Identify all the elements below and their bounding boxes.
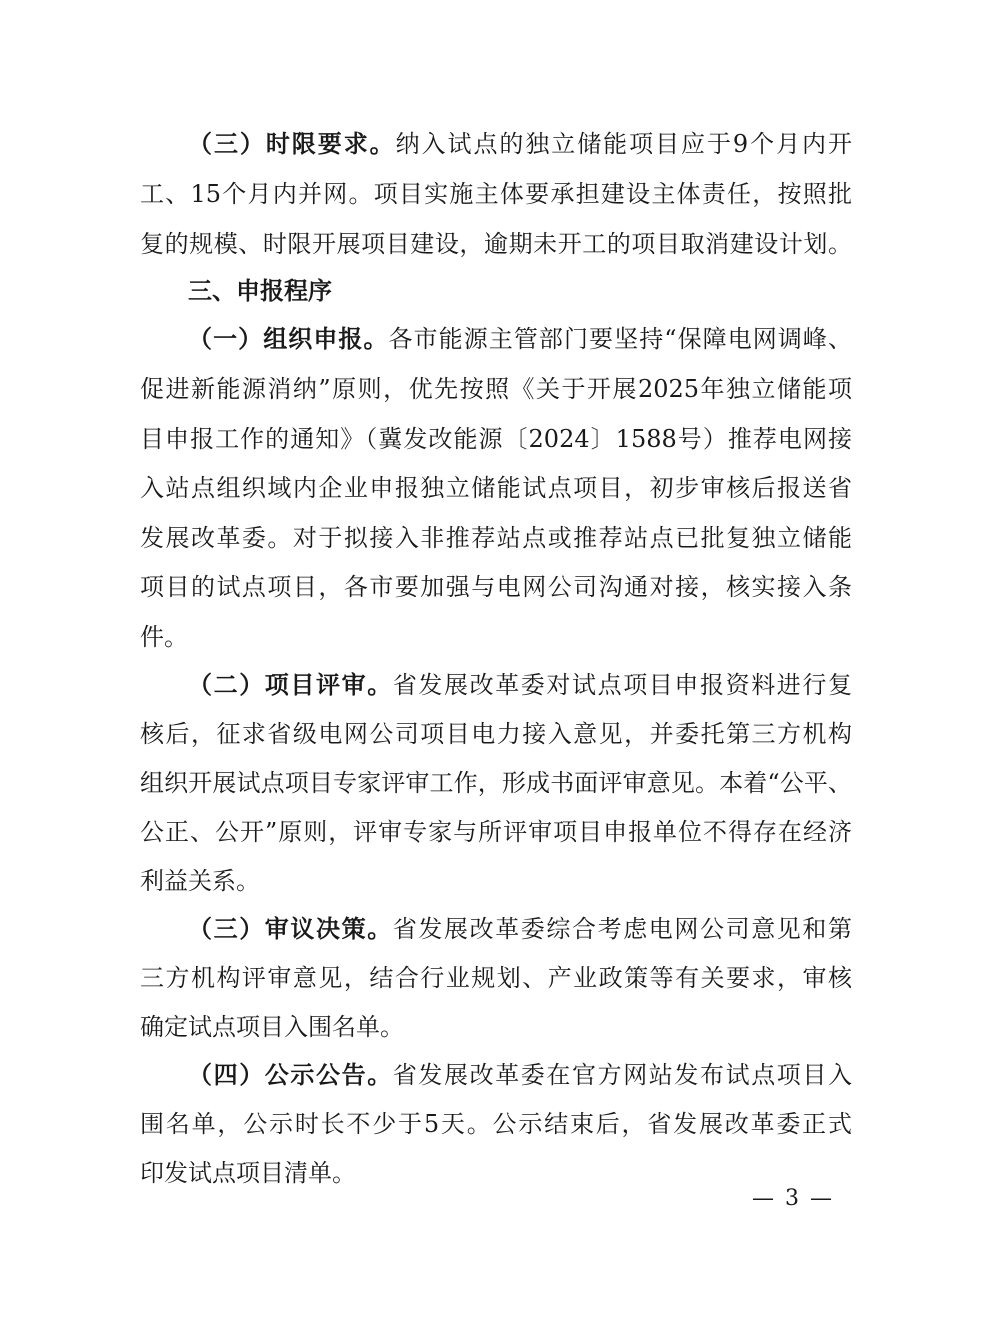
text-line: 省发展改革委综合考虑电网公司意见和第 [392,915,852,943]
text-line: 省发展改革委在官方网站发布试点项目入 [392,1061,852,1089]
paragraph-organize-line-6: 项目的试点项目，各市要加强与电网公司沟通对接，核实接入条 [140,573,852,601]
paragraph-organize-line-7: 件。 [140,623,188,651]
text-line: 纳入试点的独立储能项目应于9个月内开 [395,130,852,158]
text-line: 省发展改革委对试点项目申报资料进行复 [392,671,852,699]
page-number: — 3 — [752,1186,834,1211]
heading-organize: （一）组织申报。 [188,325,389,353]
paragraph-review-line-2: 核后，征求省级电网公司项目电力接入意见，并委托第三方机构 [140,720,852,748]
paragraph-decision-line-3: 确定试点项目入围名单。 [140,1013,404,1041]
paragraph-organize-line-5: 发展改革委。对于拟接入非推荐站点或推荐站点已批复独立储能 [140,524,852,552]
paragraph-announcement-line-1 [188,1059,852,1091]
paragraph-review-line-5: 利益关系。 [140,867,260,895]
section-title-application-procedure: 三、申报程序 [188,277,332,305]
paragraph-organize-line-3: 目申报工作的通知》（冀发改能源〔2024〕1588号）推荐电网接 [140,425,852,453]
paragraph-review-line-3: 组织开展试点项目专家评审工作，形成书面评审意见。本着“公平、 [140,769,852,797]
paragraph-announcement-line-3: 印发试点项目清单。 [140,1159,356,1187]
heading-time-limit: （三）时限要求。 [188,130,396,158]
paragraph-organize-line-1 [188,323,852,355]
paragraph-review-line-4: 公正、公开”原则，评审专家与所评审项目申报单位不得存在经济 [140,818,852,846]
paragraph-review-line-1 [188,669,852,701]
heading-announcement: （四）公示公告。 [188,1061,393,1089]
paragraph-decision-line-2: 三方机构评审意见，结合行业规划、产业政策等有关要求，审核 [140,964,852,992]
text-line: 各市能源主管部门要坚持“保障电网调峰、 [388,325,852,353]
paragraph-time-limit-line-3: 复的规模、时限开展项目建设，逾期未开工的项目取消建设计划。 [140,230,852,258]
paragraph-time-limit-line-2: 工、15个月内并网。项目实施主体要承担建设主体责任，按照批 [140,180,852,208]
paragraph-announcement-line-2: 围名单，公示时长不少于5天。公示结束后，省发展改革委正式 [140,1110,852,1138]
paragraph-time-limit-line-1 [188,128,852,160]
paragraph-organize-line-4: 入站点组织域内企业申报独立储能试点项目，初步审核后报送省 [140,474,852,502]
paragraph-organize-line-2: 促进新能源消纳”原则，优先按照《关于开展2025年独立储能项 [140,375,852,403]
heading-decision: （三）审议决策。 [188,915,393,943]
heading-review: （二）项目评审。 [188,671,393,699]
paragraph-decision-line-1 [188,913,852,945]
